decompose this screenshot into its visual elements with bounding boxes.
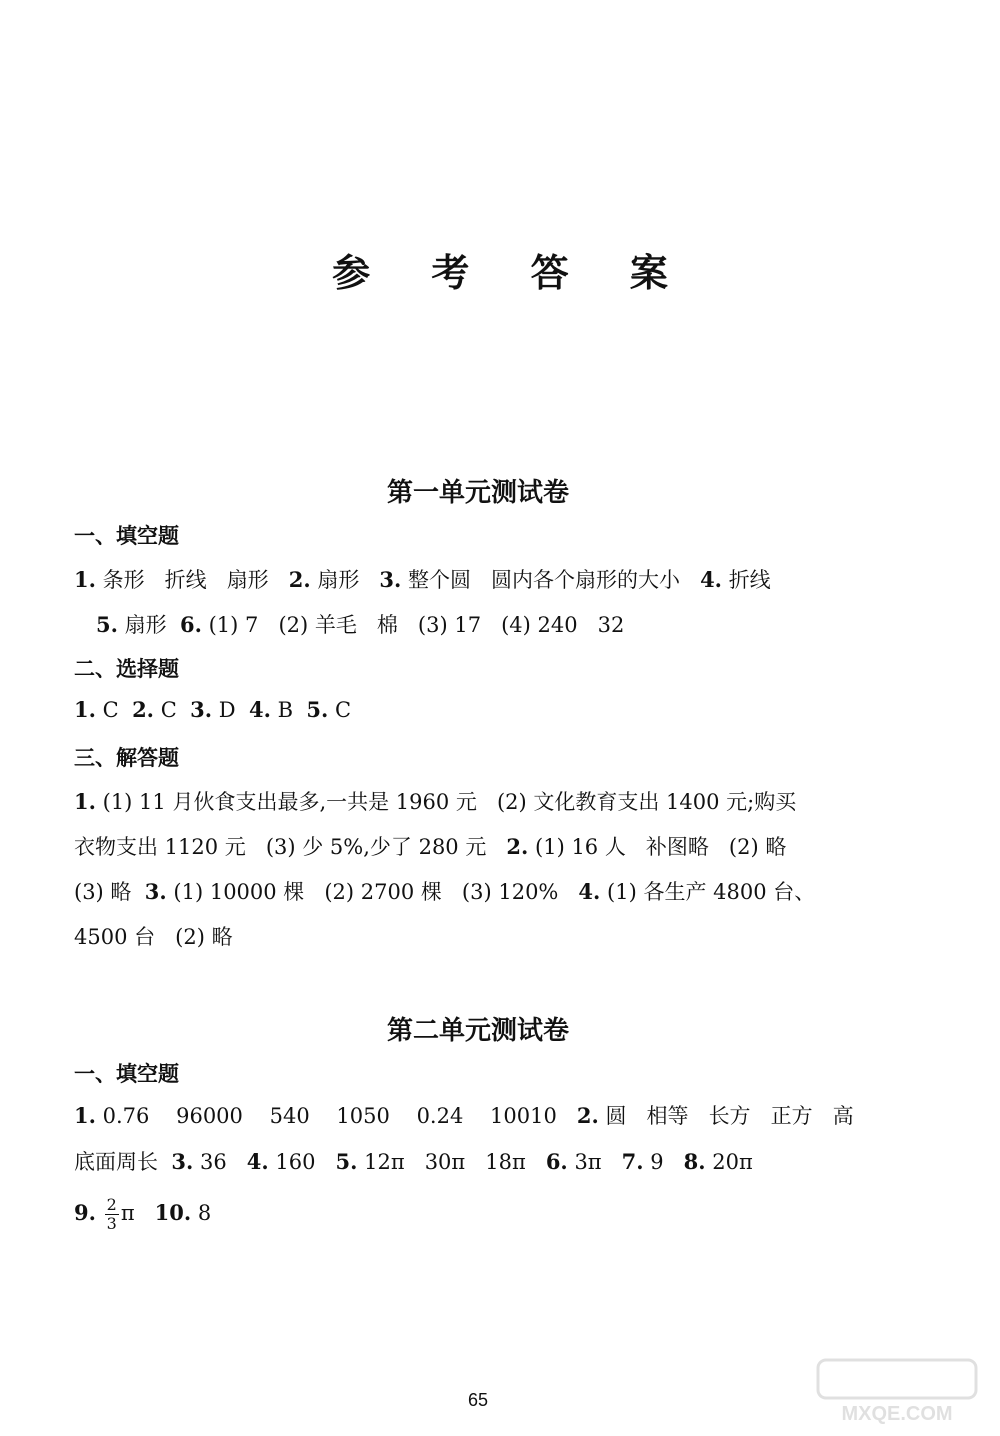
unit1-fill-blank-title: 一、填空题 (74, 524, 179, 548)
unit1-answer-title: 三、解答题 (74, 746, 179, 770)
unit1-answer-line-2: 衣物支出 1120 元 (3) 少 5%,少了 280 元 2. (1) 16 人 补图略 (2) 略 (74, 834, 787, 859)
unit1-choice-line-1: 1. C 2. C 3. D 4. B 5. C (74, 697, 352, 722)
page-number: 65 (467, 1390, 489, 1410)
unit2-fill-line-3: 9. $\frac{2}{3}$ π 10. 8 (74, 1195, 212, 1233)
unit2-fill-blank-title: 一、填空题 (74, 1062, 179, 1086)
unit1-fill-line-2: 5. 扇形 6. (1) 7 (2) 羊毛 棉 (3) 17 (4) 240 32 (96, 612, 625, 637)
unit1-heading: 第一单元测试卷 (386, 478, 569, 508)
unit2-heading: 第二单元测试卷 (386, 1016, 569, 1046)
page-title: 参 考 答 案 (332, 250, 692, 295)
svg-text:MXQE.COM: MXQE.COM (841, 1403, 953, 1425)
unit1-answer-line-1: 1. (1) 11 月伙食支出最多,一共是 1960 元 (2) 文化教育支出 1400 元;购买 (74, 789, 797, 814)
unit2-fill-line-2: 底面周长 3. 36 4. 160 5. 12π 30π 18π 6. 3π 7. 9 8. 20π (74, 1149, 753, 1174)
watermark-logo (812, 1356, 982, 1428)
unit1-choice-title: 二、选择题 (74, 657, 179, 681)
unit1-answer-line-4: 4500 台 (2) 略 (74, 925, 233, 949)
unit1-fill-line-1: 1. 条形 折线 扇形 2. 扇形 3. 整个圆 圆内各个扇形的大小 4. 折线 (74, 567, 771, 592)
unit2-fill-line-1: 1. 0.76 96000 540 1050 0.24 10010 2. 圆 相等 长方 正方 高 (74, 1103, 854, 1128)
unit1-answer-line-3: (3) 略 3. (1) 10000 棵 (2) 2700 棵 (3) 120% 4. (1) 各生产 4800 台、 (74, 879, 816, 904)
fraction-two-thirds: $\frac{2}{3}$ (106, 1195, 117, 1233)
